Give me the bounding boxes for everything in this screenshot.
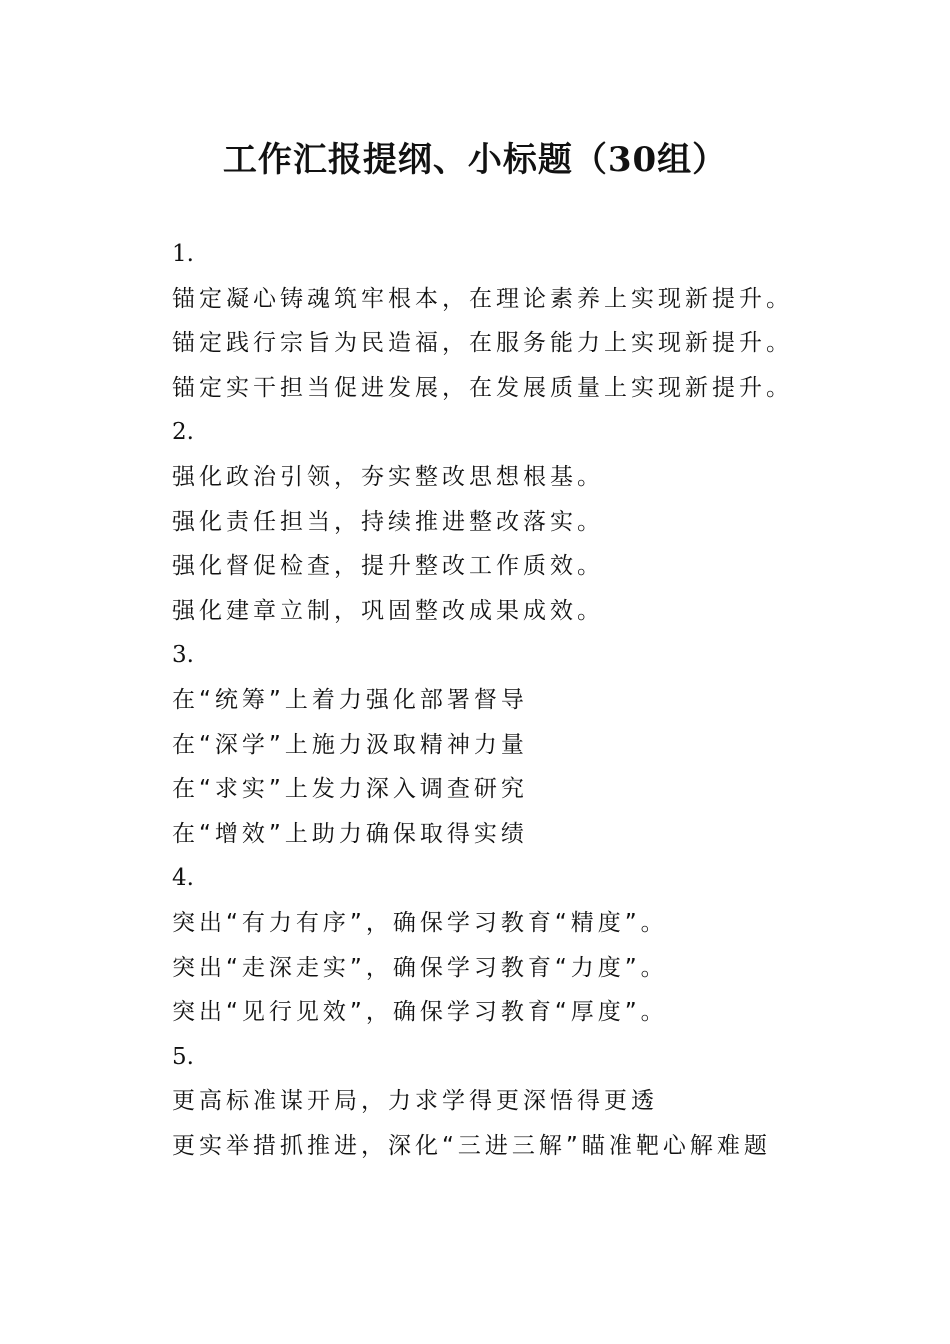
section-item: 在“统筹”上着力强化部署督导	[172, 686, 528, 713]
section-item: 突出“见行见效”，确保学习教育“厚度”。	[172, 999, 668, 1026]
section-item: 在“求实”上发力深入调查研究	[172, 776, 528, 803]
section-number: 4.	[172, 865, 194, 892]
section-item: 锚定实干担当促进发展，在发展质量上实现新提升。	[172, 374, 793, 401]
section-item: 更实举措抓推进，深化“三进三解”瞄准靶心解难题	[172, 1132, 771, 1159]
section-item: 强化政治引领，夯实整改思想根基。	[172, 463, 604, 490]
section-item: 强化督促检查，提升整改工作质效。	[172, 553, 604, 580]
section-item: 锚定凝心铸魂筑牢根本，在理论素养上实现新提升。	[172, 285, 793, 312]
section-number: 2.	[172, 419, 194, 446]
document-title: 工作汇报提纲、小标题（30组）	[222, 140, 728, 180]
section-item: 锚定践行宗旨为民造福，在服务能力上实现新提升。	[172, 330, 793, 357]
section-item: 强化建章立制，巩固整改成果成效。	[172, 597, 604, 624]
section-item: 在“深学”上施力汲取精神力量	[172, 731, 528, 758]
section-item: 突出“有力有序”，确保学习教育“精度”。	[172, 909, 668, 936]
section-item: 在“增效”上助力确保取得实绩	[172, 820, 528, 847]
section-item: 强化责任担当，持续推进整改落实。	[172, 508, 604, 535]
section-item: 更高标准谋开局，力求学得更深悟得更透	[172, 1088, 658, 1115]
document-body	[172, 232, 892, 1168]
section-number: 5.	[172, 1043, 194, 1070]
section-number: 3.	[172, 642, 194, 669]
section-item: 突出“走深走实”，确保学习教育“力度”。	[172, 954, 668, 981]
section-number: 1.	[172, 241, 194, 267]
